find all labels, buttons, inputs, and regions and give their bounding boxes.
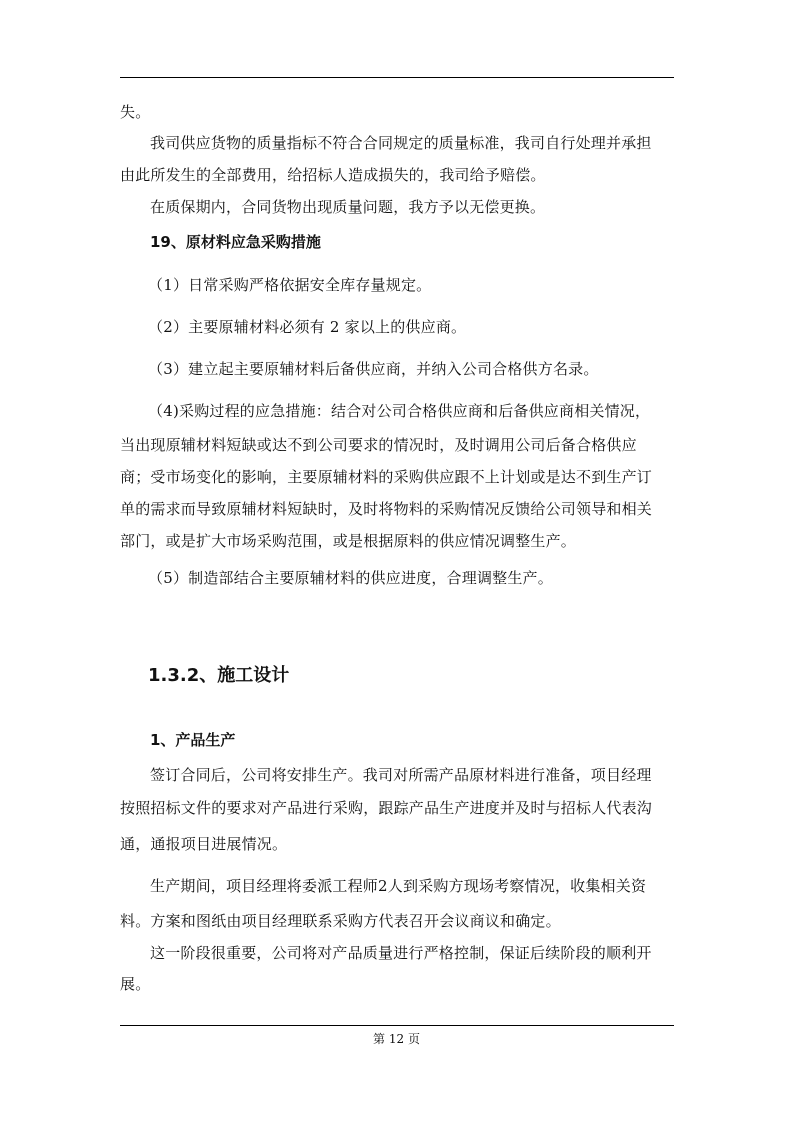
list-item-2: （2）主要原辅材料必须有 2 家以上的供应商。: [148, 318, 467, 336]
list-item-3: （3）建立起主要原辅材料后备供应商，并纳入公司合格供方名录。: [148, 360, 599, 378]
list-item-4-line1: （4)采购过程的应急措施：结合对公司合格供应商和后备供应商相关情况，: [148, 402, 651, 420]
heading-emergency-procurement: 19、原材料应急采购措施: [150, 233, 321, 251]
paragraph-quality-line2: 由此所发生的全部费用，给招标人造成损失的，我司给予赔偿。: [120, 166, 546, 184]
list-item-4-line3: 商；受市场变化的影响，主要原辅材料的采购供应跟不上计划或是达不到生产订: [120, 468, 653, 486]
header-rule: [120, 77, 674, 78]
list-item-1: （1）日常采购严格依据安全库存量规定。: [148, 276, 432, 294]
paragraph-production-line1: 签订合同后，公司将安排生产。我司对所需产品原材料进行准备，项目经理: [150, 766, 652, 784]
paragraph-continuation: 失。: [120, 103, 151, 121]
footer-rule: [120, 1025, 674, 1026]
paragraph-period-line2: 料。方案和图纸由项目经理联系采购方代表召开会议商议和确定。: [120, 912, 561, 930]
paragraph-period-line1: 生产期间，项目经理将委派工程师2人到采购方现场考察情况，收集相关资: [150, 877, 647, 895]
heading-production: 1、产品生产: [150, 731, 236, 749]
list-item-4-line4: 单的需求而导致原辅材料短缺时，及时将物料的采购情况反馈给公司领导和相关: [120, 500, 653, 518]
paragraph-production-line2: 按照招标文件的要求对产品进行采购，跟踪产品生产进度并及时与招标人代表沟: [120, 799, 653, 817]
list-item-5: （5）制造部结合主要原辅材料的供应进度，合理调整生产。: [148, 569, 553, 587]
paragraph-production-line3: 通，通报项目进展情况。: [120, 835, 288, 853]
list-item-4-line2: 当出现原辅材料短缺或达不到公司要求的情况时，及时调用公司后备合格供应: [120, 436, 637, 454]
paragraph-stage-line1: 这一阶段很重要，公司将对产品质量进行严格控制，保证后续阶段的顺利开: [150, 944, 652, 962]
paragraph-quality-line1: 我司供应货物的质量指标不符合合同规定的质量标准，我司自行处理并承担: [150, 134, 652, 152]
page-number: 第 12 页: [373, 1032, 420, 1046]
heading-construction-design: 1.3.2、施工设计: [148, 665, 290, 686]
list-item-4-line5: 部门，或是扩大市场采购范围，或是根据原料的供应情况调整生产。: [120, 532, 577, 550]
paragraph-warranty: 在质保期内，合同货物出现质量问题，我方予以无偿更换。: [150, 198, 546, 216]
paragraph-stage-line2: 展。: [120, 975, 151, 993]
